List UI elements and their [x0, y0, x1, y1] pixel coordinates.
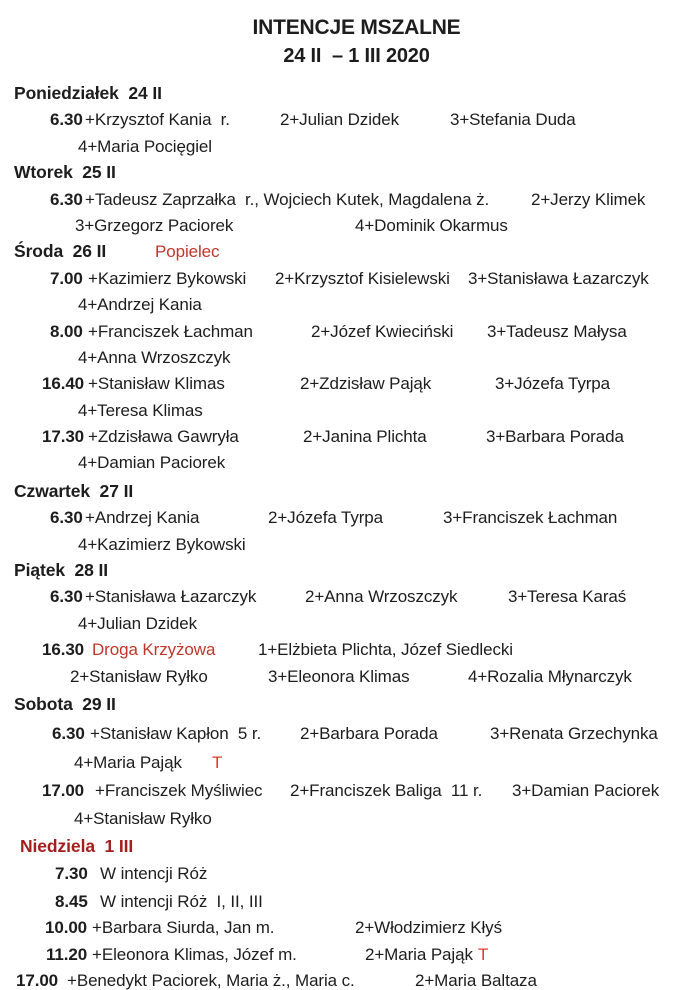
- intention-2: 2+Janina Plichta: [303, 427, 427, 447]
- day-wednesday: [0, 239, 677, 265]
- mass-time: 6.30: [52, 724, 85, 744]
- mass-time: 7.30: [55, 864, 88, 884]
- day-header-monday: Poniedziałek 24 II: [14, 83, 162, 103]
- intention-1: W intencji Róż: [100, 864, 208, 884]
- schedule-line: [0, 584, 677, 610]
- intention-1: +Franciszek Łachman: [88, 321, 253, 341]
- intention-1: +Krzysztof Kania r.: [85, 110, 230, 130]
- schedule-line: [0, 806, 677, 832]
- intention-1: +Eleonora Klimas, Józef m.: [92, 944, 297, 964]
- intention-1: W intencji Róż I, II, III: [100, 891, 263, 911]
- intention-2: 2+Franciszek Baliga 11 r.: [290, 781, 483, 801]
- mass-time: 16.30: [42, 640, 85, 660]
- intention-4: 4+Rozalia Młynarczyk: [468, 666, 632, 686]
- intention-2: 2+Zdzisław Pająk: [300, 374, 432, 394]
- schedule-line: [0, 187, 677, 213]
- day-friday: [0, 558, 677, 584]
- schedule-line: [0, 345, 677, 371]
- intention-3: 3+Józefa Tyrpa: [495, 374, 611, 394]
- schedule-line: [0, 398, 677, 424]
- intention-3: 3+Eleonora Klimas: [268, 666, 410, 686]
- schedule-line: [0, 319, 677, 345]
- mass-time: 6.30: [50, 587, 83, 607]
- mass-time: 10.00: [45, 918, 88, 938]
- intention-3: 3+Barbara Porada: [486, 427, 624, 447]
- intention-2: 2+Julian Dzidek: [280, 110, 399, 130]
- devotion-label-stations: Droga Krzyżowa: [92, 640, 216, 660]
- intention-1: +Barbara Siurda, Jan m.: [92, 918, 275, 938]
- schedule-line: [0, 505, 677, 531]
- schedule-line: [0, 107, 677, 133]
- intention-2: 2+Anna Wrzoszczyk: [305, 587, 458, 607]
- intention-4: 4+Andrzej Kania: [78, 295, 202, 315]
- schedule-line: [0, 664, 677, 690]
- day-header-tuesday: Wtorek 25 II: [14, 162, 116, 183]
- schedule-line: [0, 213, 677, 239]
- day-sunday: [0, 834, 677, 860]
- intention-3: 3+Stanisława Łazarczyk: [468, 268, 649, 288]
- intention-4: 4+Maria Pocięgiel: [78, 136, 212, 156]
- schedule-line: [0, 292, 677, 318]
- mass-time: 7.00: [50, 268, 83, 288]
- intention-2: 2+Jerzy Klimek: [531, 189, 646, 209]
- schedule-line: [0, 371, 677, 397]
- schedule-line: [0, 611, 677, 637]
- day-thursday: [0, 479, 677, 505]
- intention-1: +Tadeusz Zaprzałka r., Wojciech Kutek, Magdalena ż.: [85, 189, 490, 209]
- day-header-wednesday: Środa 26 II: [14, 241, 107, 262]
- schedule-line: [0, 889, 677, 915]
- document-date-range: 24 II – 1 III 2020: [283, 45, 430, 67]
- intention-4: 4+Stanisław Ryłko: [74, 808, 212, 828]
- intention-3: 3+Renata Grzechynka: [490, 724, 658, 744]
- intention-1: +Stanisława Łazarczyk: [85, 587, 257, 607]
- mass-time: 8.45: [55, 891, 88, 911]
- intention-1: +Stanisław Klimas: [88, 374, 225, 394]
- schedule-line: [0, 968, 677, 990]
- intention-2: 2+Barbara Porada: [300, 724, 438, 744]
- intention-3: 3+Tadeusz Małysa: [487, 321, 627, 341]
- intention-1: +Franciszek Myśliwiec: [95, 781, 263, 801]
- schedule-line: [0, 637, 677, 663]
- intention-1: +Benedykt Paciorek, Maria ż., Maria c.: [67, 970, 355, 990]
- schedule-line: [0, 942, 677, 968]
- intention-4: 4+Anna Wrzoszczyk: [78, 347, 231, 367]
- intention-4: 4+Teresa Klimas: [78, 400, 203, 420]
- schedule-line: [0, 450, 677, 476]
- intention-3: 3+Grzegorz Paciorek: [75, 215, 234, 235]
- schedule-line: [0, 532, 677, 558]
- intention-4: 4+Damian Paciorek: [78, 453, 226, 473]
- mass-time: 11.20: [46, 944, 88, 964]
- intention-2: 2+Maria Pająk: [365, 944, 473, 964]
- intention-3: 3+Teresa Karaś: [508, 587, 627, 607]
- intention-4: 4+Maria Pająk: [74, 752, 182, 772]
- intention-1: +Andrzej Kania: [85, 508, 200, 528]
- schedule-line: [0, 750, 677, 776]
- intention-1: +Kazimierz Bykowski: [88, 268, 247, 288]
- title-block: [0, 0, 677, 70]
- mass-time: 6.30: [50, 110, 83, 130]
- schedule-line: [0, 134, 677, 160]
- schedule-line: [0, 721, 677, 747]
- perpetual-mark: T: [212, 752, 223, 772]
- intention-1: 1+Elżbieta Plichta, Józef Siedlecki: [258, 640, 513, 660]
- intention-3: 3+Damian Paciorek: [512, 781, 660, 801]
- intention-2: 2+Stanisław Ryłko: [70, 666, 208, 686]
- mass-time: 6.30: [50, 508, 83, 528]
- day-header-friday: Piątek 28 II: [14, 560, 109, 581]
- intention-2: 2+Maria Baltaza: [415, 970, 537, 990]
- intention-4: 4+Julian Dzidek: [78, 613, 197, 633]
- intention-4: 4+Dominik Okarmus: [355, 215, 508, 235]
- schedule-line: [0, 266, 677, 292]
- intention-1: +Stanisław Kapłon 5 r.: [90, 724, 262, 744]
- intention-3: 3+Stefania Duda: [450, 110, 576, 130]
- schedule-line: [0, 915, 677, 941]
- day-header-thursday: Czwartek 27 II: [14, 480, 134, 501]
- intention-4: 4+Kazimierz Bykowski: [78, 534, 246, 554]
- mass-schedule: [0, 81, 677, 990]
- mass-time: 17.00: [42, 781, 85, 801]
- intention-2: 2+Włodzimierz Kłyś: [355, 918, 502, 938]
- intention-2: 2+Krzysztof Kisielewski: [275, 268, 450, 288]
- day-monday: [0, 81, 677, 107]
- mass-time: 17.00: [16, 970, 59, 990]
- schedule-line: [0, 861, 677, 887]
- mass-time: 17.30: [42, 427, 85, 447]
- schedule-line: [0, 778, 677, 804]
- day-saturday: [0, 692, 677, 718]
- intention-3: 3+Franciszek Łachman: [443, 508, 618, 528]
- day-header-saturday: Sobota 29 II: [14, 693, 116, 714]
- intention-1: +Zdzisława Gawryła: [88, 427, 239, 447]
- mass-time: 6.30: [50, 189, 83, 209]
- intention-2: 2+Józefa Tyrpa: [268, 508, 384, 528]
- day-header-sunday: Niedziela 1 III: [20, 835, 134, 856]
- intention-2: 2+Józef Kwieciński: [311, 321, 454, 341]
- mass-time: 8.00: [50, 321, 83, 341]
- day-tuesday: [0, 160, 677, 186]
- document-title: INTENCJE MSZALNE: [252, 16, 461, 39]
- schedule-line: [0, 424, 677, 450]
- perpetual-mark: T: [478, 944, 489, 964]
- feast-label-ash-wednesday: Popielec: [155, 242, 220, 262]
- mass-time: 16.40: [42, 374, 85, 394]
